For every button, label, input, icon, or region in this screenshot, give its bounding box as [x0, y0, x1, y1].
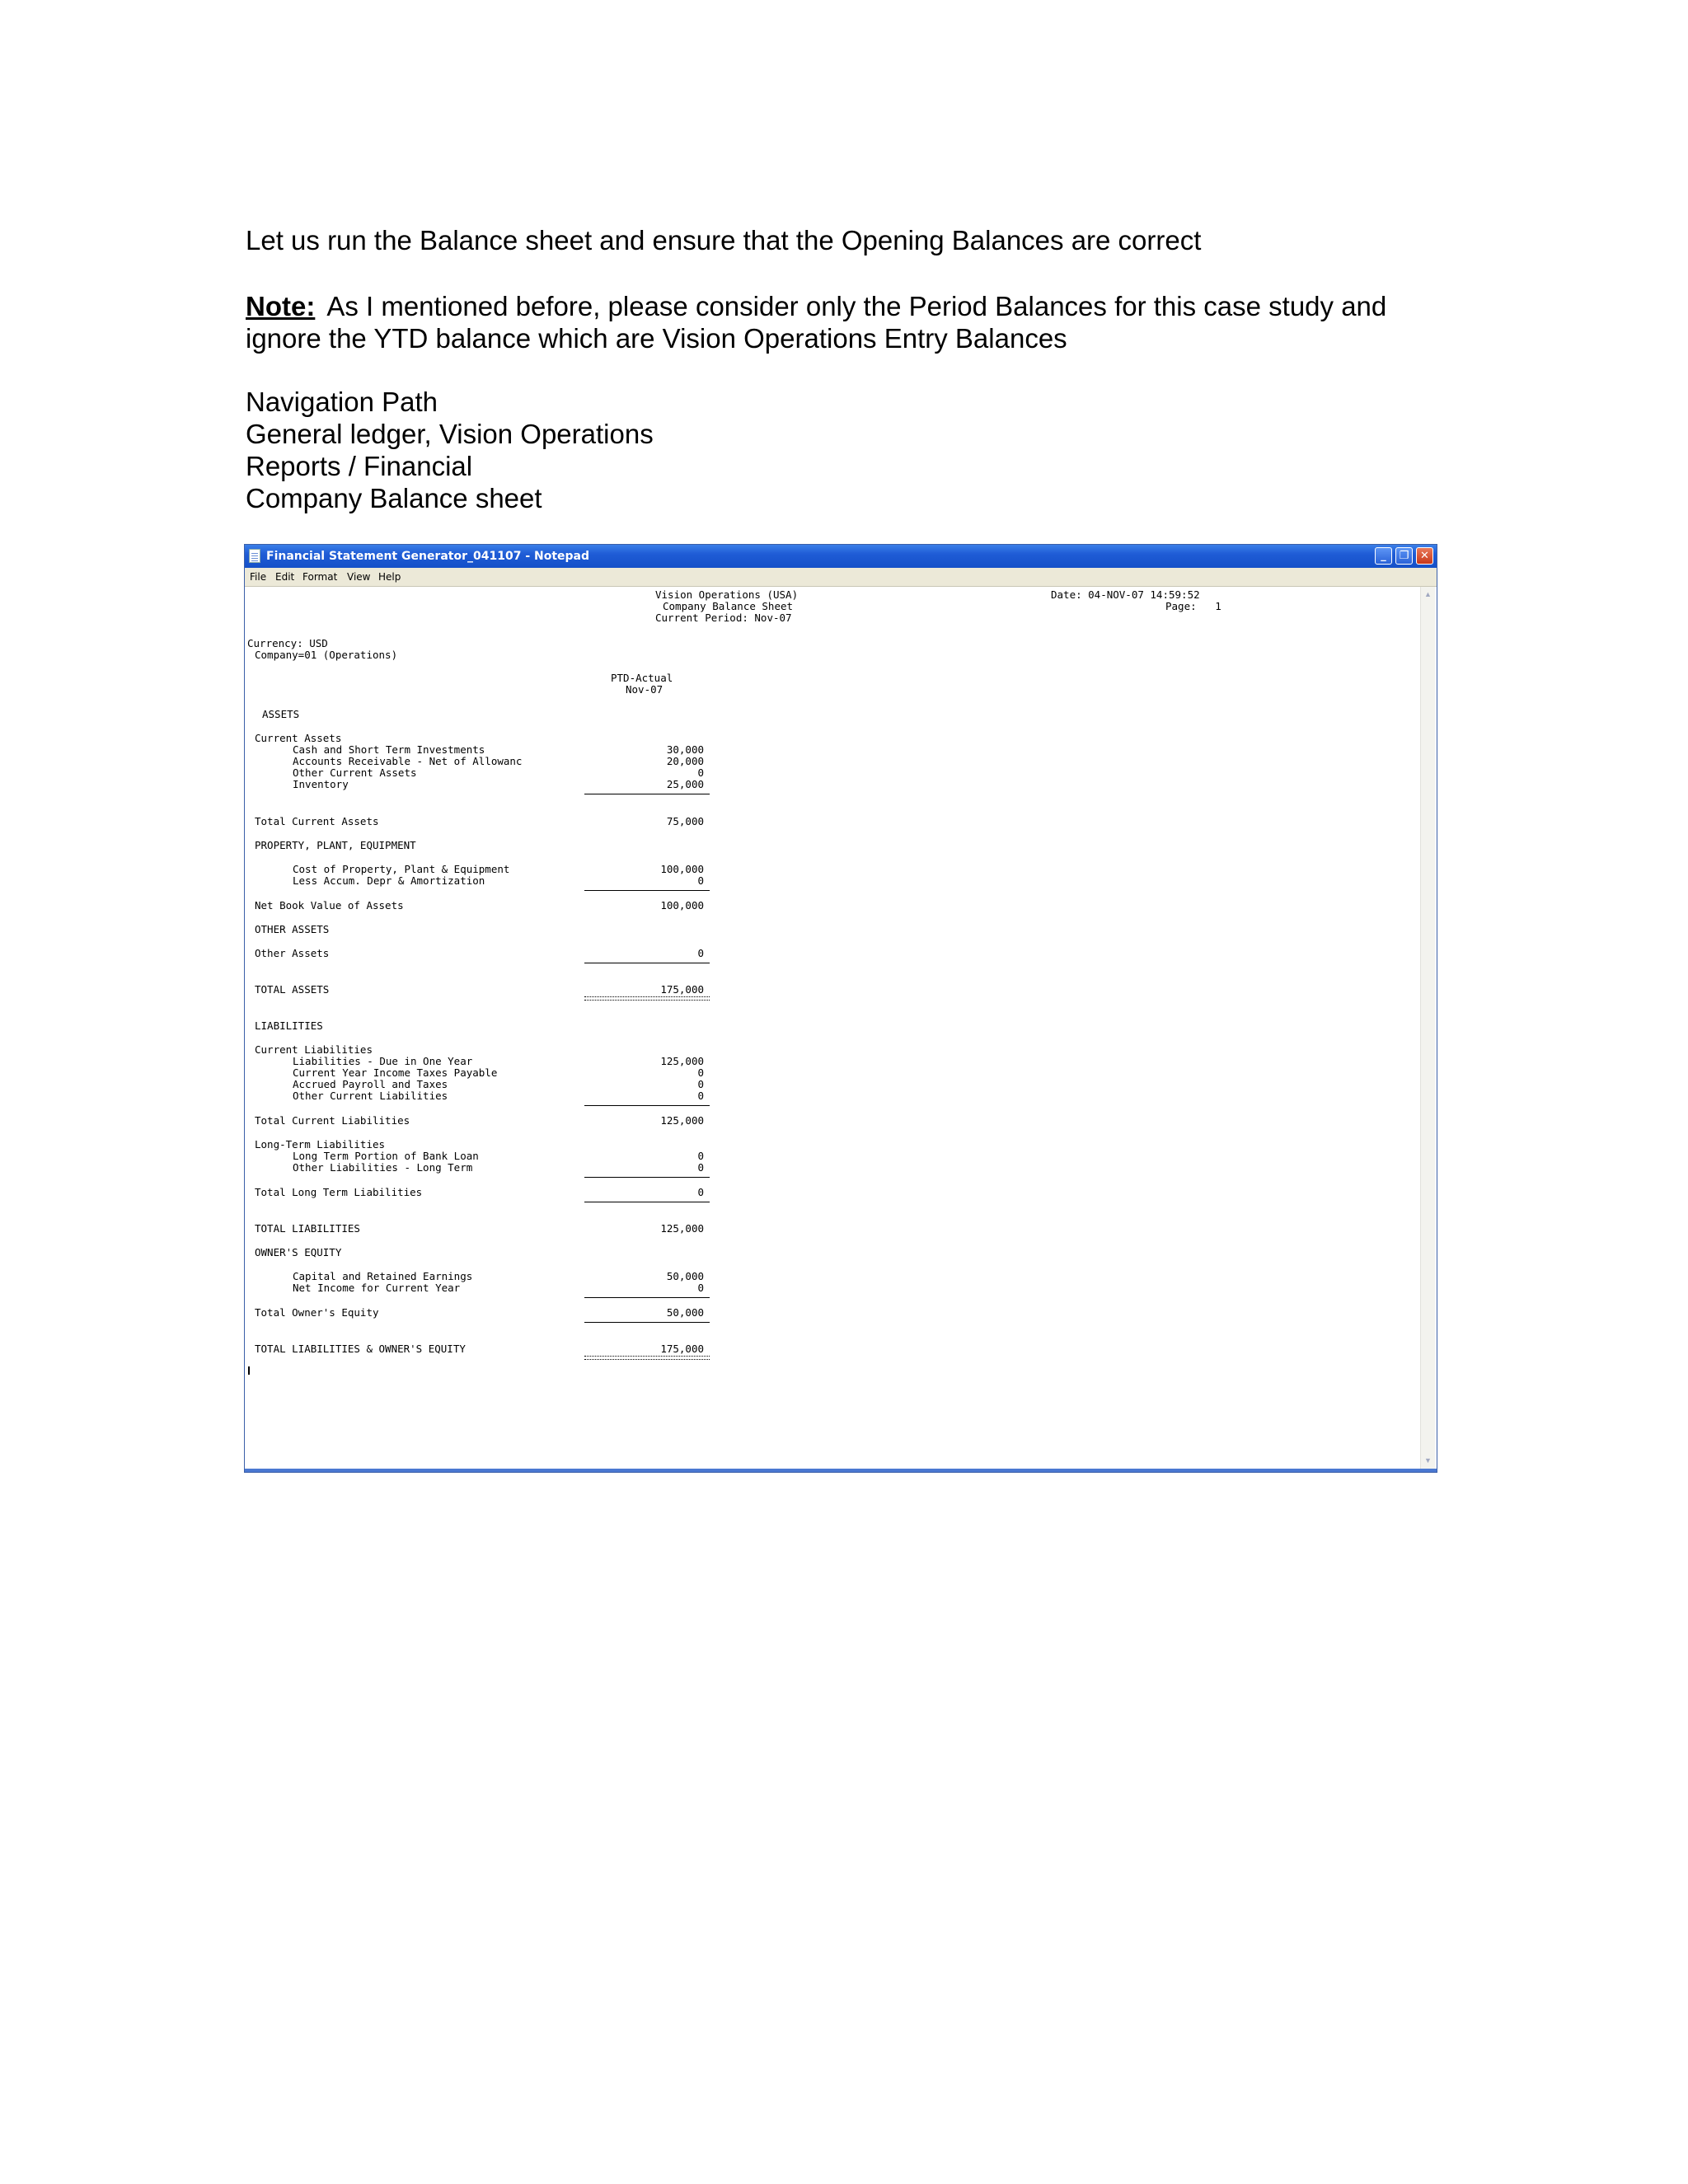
total-label: Total Owner's Equity	[255, 1306, 379, 1319]
menu-help[interactable]: Help	[378, 571, 401, 583]
note-text: As I mentioned before, please consider only the Period Balances for this case study and ignore the YTD balance which are Vision Operations Entry Balances	[246, 291, 1387, 354]
window-bottom-border	[245, 1469, 1437, 1472]
line-label: Cash and Short Term Investments	[293, 743, 485, 756]
total-value: 125,000	[660, 1222, 704, 1235]
subsection-heading: Long-Term Liabilities	[255, 1138, 386, 1151]
navigation-line: General ledger, Vision Operations	[246, 419, 654, 449]
note-paragraph	[246, 290, 1465, 354]
double-rule	[584, 996, 710, 1001]
double-rule	[584, 1356, 710, 1360]
line-value: 25,000	[666, 778, 704, 790]
total-label: TOTAL ASSETS	[255, 983, 330, 996]
total-label: Total Long Term Liabilities	[255, 1186, 423, 1198]
line-label: Capital and Retained Earnings	[293, 1270, 473, 1282]
report-currency: Currency: USD	[247, 637, 328, 649]
line-label: Liabilities - Due in One Year	[293, 1055, 473, 1067]
line-value: 125,000	[660, 1055, 704, 1067]
subsection-heading: Current Liabilities	[255, 1043, 373, 1056]
subsection-heading: Current Assets	[255, 732, 342, 744]
menu-format[interactable]: Format	[302, 571, 338, 583]
line-label: Long Term Portion of Bank Loan	[293, 1150, 479, 1162]
menu-bar	[245, 568, 1437, 587]
section-heading: OTHER ASSETS	[255, 923, 330, 935]
total-label: TOTAL LIABILITIES	[255, 1222, 360, 1235]
line-label: Cost of Property, Plant & Equipment	[293, 863, 510, 875]
menu-view[interactable]: View	[347, 571, 371, 583]
line-label: Current Year Income Taxes Payable	[293, 1066, 498, 1079]
line-value: 0	[697, 1282, 704, 1294]
navigation-line: Reports / Financial	[246, 451, 473, 481]
total-value: 175,000	[660, 983, 704, 996]
total-value: 100,000	[660, 899, 704, 912]
section-heading: ASSETS	[262, 708, 300, 720]
section-heading: LIABILITIES	[255, 1019, 323, 1032]
line-label: Accrued Payroll and Taxes	[293, 1078, 448, 1090]
report-title: Company Balance Sheet	[663, 600, 794, 612]
column-header: PTD-Actual	[611, 672, 673, 684]
line-value: 0	[697, 1150, 704, 1162]
line-label: Other Current Assets	[293, 766, 417, 779]
line-label: Net Income for Current Year	[293, 1282, 461, 1294]
total-label: Total Current Assets	[255, 815, 379, 827]
rule	[584, 1177, 710, 1178]
line-value: 20,000	[666, 755, 704, 767]
line-value: 50,000	[666, 1270, 704, 1282]
total-value: 0	[697, 1186, 704, 1198]
restore-button[interactable]: ❐	[1395, 547, 1413, 565]
rule	[584, 1297, 710, 1298]
text-cursor	[248, 1366, 250, 1375]
rule	[584, 1105, 710, 1106]
total-label: TOTAL LIABILITIES & OWNER'S EQUITY	[255, 1343, 466, 1355]
notepad-icon	[249, 549, 260, 563]
line-value: 0	[697, 1090, 704, 1102]
total-value: 75,000	[666, 815, 704, 827]
report-company: Company=01 (Operations)	[255, 649, 398, 661]
line-label: Less Accum. Depr & Amortization	[293, 874, 485, 887]
intro-text: Let us run the Balance sheet and ensure that the Opening Balances are correct	[246, 225, 1202, 255]
navigation-line: Company Balance sheet	[246, 483, 542, 513]
line-label: Other Liabilities - Long Term	[293, 1161, 473, 1174]
note-label: Note:	[246, 291, 316, 321]
line-value: 100,000	[660, 863, 704, 875]
window-titlebar[interactable]	[245, 545, 1437, 568]
total-value: 175,000	[660, 1343, 704, 1355]
column-header-period: Nov-07	[626, 683, 663, 696]
close-button[interactable]: ✕	[1416, 547, 1433, 565]
total-label: Net Book Value of Assets	[255, 899, 404, 912]
report-date: Date: 04-NOV-07 14:59:52	[1051, 588, 1200, 601]
window-title: Financial Statement Generator_041107 - Notepad	[266, 550, 590, 563]
menu-edit[interactable]: Edit	[275, 571, 295, 583]
menu-file[interactable]: File	[250, 571, 267, 583]
text-area[interactable]	[246, 587, 1420, 1469]
line-value: 0	[697, 766, 704, 779]
notepad-window	[244, 544, 1437, 1473]
rule	[584, 890, 710, 891]
scroll-down-icon[interactable]: ▼	[1424, 1456, 1432, 1465]
vertical-scrollbar[interactable]	[1420, 587, 1435, 1469]
total-value: 125,000	[660, 1114, 704, 1127]
navigation-heading: Navigation Path	[246, 387, 438, 417]
report-company-title: Vision Operations (USA)	[655, 588, 799, 601]
section-heading: OWNER'S EQUITY	[255, 1246, 342, 1258]
line-label: Other Assets	[255, 947, 330, 959]
line-value: 0	[697, 1066, 704, 1079]
line-value: 0	[697, 874, 704, 887]
line-label: Accounts Receivable - Net of Allowanc	[293, 755, 523, 767]
line-value: 0	[697, 1161, 704, 1174]
section-heading: PROPERTY, PLANT, EQUIPMENT	[255, 839, 416, 851]
line-value: 0	[697, 1078, 704, 1090]
line-value: 0	[697, 947, 704, 959]
report-page: Page: 1	[1165, 600, 1221, 612]
total-label: Total Current Liabilities	[255, 1114, 410, 1127]
total-value: 50,000	[666, 1306, 704, 1319]
navigation-path	[246, 386, 654, 514]
line-label: Inventory	[293, 778, 349, 790]
minimize-button[interactable]: _	[1375, 547, 1392, 565]
line-value: 30,000	[666, 743, 704, 756]
report-period: Current Period: Nov-07	[655, 612, 792, 624]
line-label: Other Current Liabilities	[293, 1090, 448, 1102]
scroll-up-icon[interactable]: ▲	[1424, 590, 1432, 598]
rule	[584, 1322, 710, 1323]
